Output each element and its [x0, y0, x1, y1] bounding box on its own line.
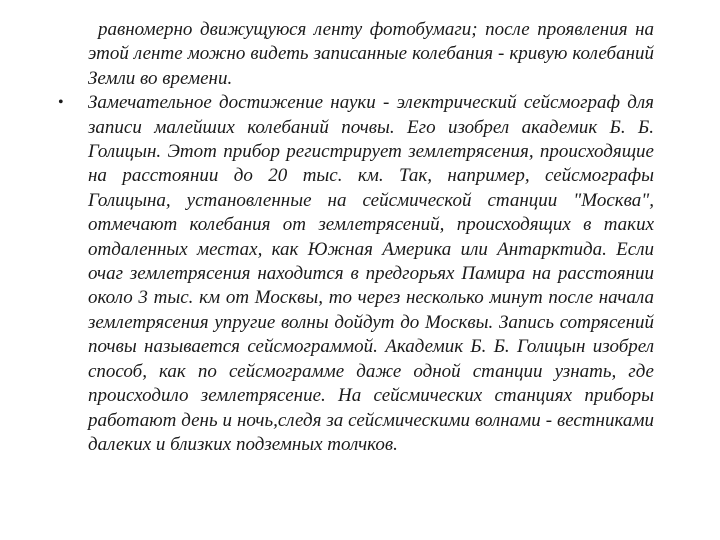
text-block — [58, 18, 654, 457]
bullet-icon: • — [58, 94, 64, 112]
bullet-paragraph — [58, 91, 654, 457]
continuation-paragraph: равномерно движущуюся ленту фотобумаги; после проявления на этой ленте можно видеть записанные колебания - кривую колебаний Земли во времени. — [88, 19, 654, 89]
bullet-paragraph-text: Замечательное достижение науки - электрический сейсмограф для записи малейших колебаний почвы. Его изобрел академик Б. Б. Голицын. Этот прибор регистрирует землетрясения, происходящие на расстоянии до 20 тыс. км. Так, например, сейсмографы Голицына, установленные на сейсмической станции "Москва", отмечают колебания от землетрясений, происходящих в таких отдаленных местах, как Южная Америка или Антарктида. Если очаг землетрясения находится в предгорьях Памира на расстоянии около 3 тыс. км от Москвы, то через несколько минут после начала землетрясения упругие волны дойдут до Москвы. Запись сотрясений почвы называется сейсмограммой. Академик Б. Б. Голицын изобрел способ, как по сейсмограмме даже одной станции узнать, где происходило землетрясение. На сейсмических станциях приборы работают день и ночь,следя за сейсмическими волнами - вестниками далеких и близких подземных толчков. — [88, 92, 654, 455]
